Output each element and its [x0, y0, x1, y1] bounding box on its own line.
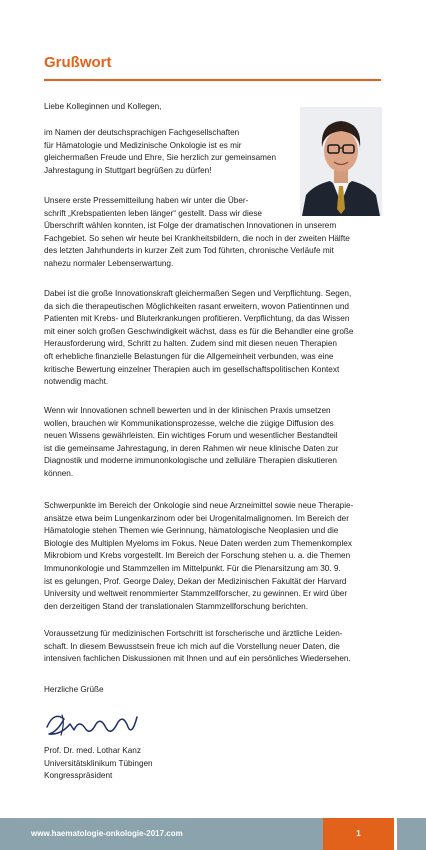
signer-role: Kongresspräsident [44, 771, 113, 781]
text-line: nahezu normaler Lebenserwartung. [44, 258, 174, 268]
page-number: 1 [356, 829, 361, 838]
text-line: ansätze etwa beim Lungenkarzinom oder bei Urogenitalmalignomen. Im Bereich der [44, 513, 349, 523]
paragraph-5 [44, 500, 353, 613]
text-line: Überschrift wählen konnten, ist Folge der dramatischen Innovationen in unserem [44, 221, 337, 231]
text-line: für Hämatologie und Medizinische Onkologie ist es mir [44, 140, 242, 150]
text-line: ist die gemeinsame Jahrestagung, in deren Rahmen wir neue klinische Daten zur [44, 443, 339, 453]
text-line: Mikrobiom und Krebs vorgestellt. Im Bereich der Forschung stehen u. a. die Themen [44, 551, 351, 561]
paragraph-6 [44, 628, 351, 666]
text-line: Wenn wir Innovationen schnell bewerten und in der klinischen Praxis umsetzen [44, 406, 331, 415]
text-line: neuen Wissens gewährleisten. Ein wichtiges Forum und wesentlicher Bestandteil [44, 431, 338, 441]
text-line: Diagnostik und moderne immunonkologische und zelluläre Therapien diskutieren [44, 456, 337, 466]
title-divider [44, 79, 381, 81]
text-line: Hämatologie stehen Themen wie Gerinnung, hämatologische Neoplasien und die [44, 526, 339, 536]
text-line: Patienten mit Krebs- und Bluterkrankungen profitieren. Verpflichtung, da das Wissen [44, 314, 350, 324]
text-line: ist es gelungen, Prof. George Daley, Dekan der Medizinischen Fakultät der Harvard [44, 576, 347, 586]
page-title: Grußwort [44, 54, 112, 71]
text-line: Voraussetzung für medizinischen Fortschritt ist forscherische und ärztliche Leiden- [44, 629, 343, 638]
text-line: können. [44, 468, 74, 478]
text-line: Herausforderung wird, Schritt zu halten. Zudem sind mit diesen neuen Therapien [44, 339, 337, 349]
text-line: Immunonkologie und Stammzellen im Mittelpunkt. Für die Plenarsitzung am 30. 9. [44, 563, 341, 573]
text-line: oft erhebliche finanzielle Belastungen für die Allgemeinheit verbunden, was eine [44, 351, 334, 361]
text-line: Fachgebiet. So sehen wir heute bei Krankheitsbildern, die noch in der zweiten Hälfte [44, 233, 350, 243]
closing: Herzliche Grüße [44, 685, 104, 694]
salutation: Liebe Kolleginnen und Kollegen, [44, 102, 162, 111]
signature [44, 705, 144, 741]
text-line: gleichermaßen Freude und Ehre, Sie herzlich zur gemeinsamen [44, 153, 277, 163]
text-line: da sich die therapeutischen Möglichkeiten rasant erweitern, wovon Patientinnen und [44, 301, 349, 311]
footer-url[interactable]: www.haematologie-onkologie-2017.com [31, 829, 183, 838]
text-line: kritische Bewertung einzelner Therapien auch im gesellschaftspolitischen Kontext [44, 364, 340, 374]
text-line: Dabei ist die große Innovationskraft gleichermaßen Segen und Verpflichtung. Segen, [44, 289, 352, 298]
text-line: Schwerpunkte im Bereich der Onkologie sind neue Arzneimittel sowie neue Therapie- [44, 501, 354, 510]
text-line: notwendig macht. [44, 377, 109, 387]
text-line: im Namen der deutschsprachigen Fachgesellschaften [44, 128, 240, 137]
paragraph-4 [44, 405, 338, 481]
text-line: wollen, brauchen wir Kommunikationsprozesse, welche die zügige Diffusion des [44, 418, 334, 428]
text-line: des letzten Jahrhunderts in kurzer Zeit zum Tod führten, chronische Verläufe mit [44, 246, 334, 256]
signer-affiliation: Universitätsklinikum Tübingen [44, 758, 153, 768]
text-line: intensiven fachlichen Diskussionen mit Ihnen und auf ein persönliches Wiedersehen. [44, 654, 351, 664]
footer-separator [394, 818, 397, 850]
paragraph-2 [44, 195, 350, 271]
paragraph-3 [44, 288, 353, 389]
text-line: University und weltweit renommierter Stammzellforscher, zu gewinnen. Er wird über [44, 589, 348, 599]
text-line: den derzeitigen Stand der translationalen Stammzellforschung berichten. [44, 601, 308, 611]
text-line: mit einer solch großen Geschwindigkeit wächst, dass es für die Behandler eine große [44, 326, 354, 336]
text-line: schaft. In diesem Bewusstsein freue ich mich auf die Vorstellung neuer Daten, die [44, 641, 340, 651]
paragraph-1 [44, 127, 276, 177]
text-line: Biologie des Multiplen Myeloms im Fokus. Neue Daten werden zum Themenkomplex [44, 538, 352, 548]
signer-name: Prof. Dr. med. Lothar Kanz [44, 746, 141, 755]
text-line: Jahrestagung in Stuttgart begrüßen zu dürfen! [44, 165, 212, 175]
text-line: Unsere erste Pressemitteilung haben wir unter die Über- [44, 196, 249, 205]
signer-block [44, 745, 153, 783]
text-line: schrift „Krebspatienten leben länger“ gestellt. Dass wir diese [44, 208, 262, 218]
